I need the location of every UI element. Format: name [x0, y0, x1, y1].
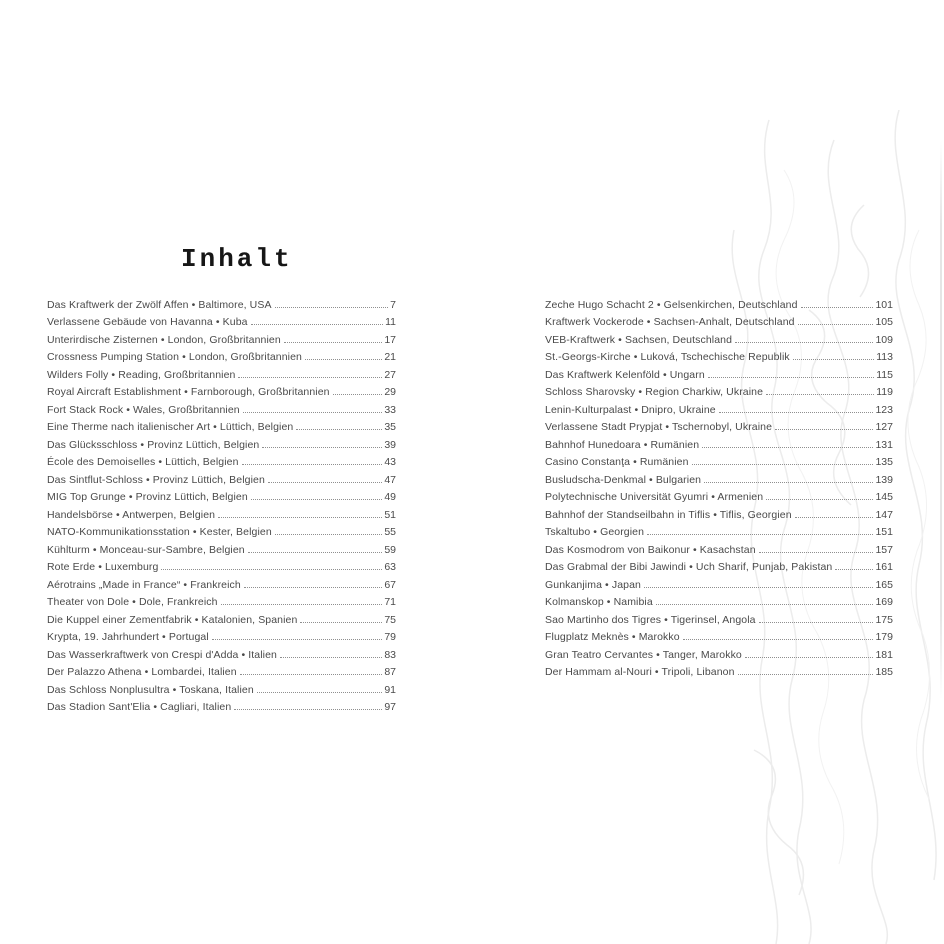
toc-entry [47, 416, 396, 434]
toc-entry-label: Theater von Dole • Dole, Frankreich [47, 596, 218, 608]
dotted-leader [683, 639, 874, 640]
toc-entry [47, 381, 396, 399]
dotted-leader [775, 429, 873, 430]
dotted-leader [759, 552, 874, 553]
toc-entry [47, 626, 396, 644]
toc-entry-label: Polytechnische Universität Gyumri • Armenien [545, 491, 764, 503]
toc-entry-label: Bahnhof der Standseilbahn in Tiflis • Tiflis, Georgien [545, 508, 792, 521]
toc-entry-label: Kühlturm • Monceau-sur-Sambre, Belgien [47, 543, 245, 556]
toc-entry-page: 181 [875, 648, 893, 661]
toc-entry [47, 643, 396, 661]
toc-entry-label: Lenin-Kulturpalast • Dnipro, Ukraine [545, 403, 716, 416]
dotted-leader [296, 429, 382, 430]
dotted-leader [244, 587, 382, 588]
dotted-leader [735, 342, 873, 343]
dotted-leader [251, 499, 383, 500]
toc-entry-label: Die Kuppel einer Zementfabrik • Katalonien, Spanien [47, 613, 298, 626]
toc-entry-label: Fort Stack Rock • Wales, Großbritannien [47, 403, 240, 416]
dotted-leader [759, 622, 874, 623]
dotted-leader [251, 324, 383, 325]
toc-entry-page: 39 [384, 438, 396, 451]
toc-entry [47, 591, 396, 609]
toc-entry-page: 145 [875, 491, 893, 503]
toc-entry-page: 115 [876, 368, 893, 381]
toc-entry [47, 363, 396, 381]
toc-entry [47, 608, 396, 626]
dotted-leader [280, 657, 382, 658]
dotted-leader [218, 517, 382, 518]
toc-entry [545, 573, 893, 591]
dotted-leader [798, 324, 874, 325]
toc-entry-page: 49 [384, 491, 396, 503]
page-title: Inhalt [181, 244, 293, 275]
toc-entry [47, 346, 396, 364]
toc-entry-page: 17 [384, 333, 396, 346]
toc-entry-label: Kraftwerk Vockerode • Sachsen-Anhalt, Deutschland [545, 316, 795, 328]
dotted-leader [262, 447, 382, 448]
toc-entry [47, 556, 396, 574]
toc-entry [545, 416, 893, 434]
toc-entry [47, 311, 396, 329]
dotted-leader [305, 359, 382, 360]
toc-entry-page: 135 [875, 456, 893, 468]
toc-entry-label: Flugplatz Meknès • Marokko [545, 631, 680, 643]
toc-entry-page: 7 [390, 298, 396, 311]
toc-entry-page: 27 [384, 368, 396, 381]
toc-entry-label: Casino Constanţa • Rumänien [545, 456, 689, 468]
dotted-leader [835, 569, 873, 570]
toc-entry [545, 538, 893, 556]
toc-entry [545, 608, 893, 626]
dotted-leader [738, 674, 874, 675]
dotted-leader [704, 482, 873, 483]
toc-entry-label: Das Grabmal der Bibi Jawindi • Uch Sharif, Punjab, Pakistan [545, 561, 833, 573]
toc-entry-page: 113 [876, 351, 893, 363]
toc-entry-page: 87 [384, 666, 396, 678]
toc-entry-label: Das Glücksschloss • Provinz Lüttich, Belgien [47, 438, 260, 451]
toc-entry-page: 131 [875, 438, 893, 451]
dotted-leader [238, 377, 382, 378]
toc-entry [545, 643, 893, 661]
toc-entry [47, 521, 396, 539]
dotted-leader [766, 394, 874, 395]
toc-entry [545, 661, 893, 679]
toc-entry [545, 591, 893, 609]
toc-entry-label: Verlassene Stadt Prypjat • Tschernobyl, Ukraine [545, 421, 773, 433]
dotted-leader [275, 534, 383, 535]
toc-entry [545, 521, 893, 539]
toc-entry-label: Eine Therme nach italienischer Art • Lüttich, Belgien [47, 421, 294, 433]
toc-entry [47, 398, 396, 416]
toc-column-right [545, 293, 893, 678]
toc-entry-page: 83 [384, 648, 396, 661]
toc-entry-page: 43 [384, 456, 396, 468]
toc-entry-label: Wilders Folly • Reading, Großbritannien [47, 368, 236, 381]
toc-entry [545, 468, 893, 486]
toc-entry-page: 185 [875, 666, 893, 678]
toc-entry-label: Royal Aircraft Establishment • Farnborough, Großbritannien [47, 386, 330, 398]
toc-entry-page: 109 [875, 333, 893, 346]
toc-entry [47, 293, 396, 311]
toc-entry-label: Sao Martinho dos Tigres • Tigerinsel, Angola [545, 613, 756, 626]
toc-entry-page: 55 [384, 526, 396, 538]
toc-entry-label: Das Kraftwerk der Zwölf Affen • Baltimore, USA [47, 298, 272, 311]
dotted-leader [801, 307, 874, 308]
toc-entry-label: Der Palazzo Athena • Lombardei, Italien [47, 666, 237, 678]
dotted-leader [333, 394, 383, 395]
toc-entry-page: 97 [384, 701, 396, 713]
dotted-leader [221, 604, 383, 605]
toc-entry [47, 661, 396, 679]
toc-entry-page: 47 [384, 473, 396, 486]
dotted-leader [300, 622, 382, 623]
toc-entry-label: Crossness Pumping Station • London, Großbritannien [47, 351, 302, 363]
toc-entry-label: Das Sintflut-Schloss • Provinz Lüttich, Belgien [47, 473, 265, 486]
toc-entry-page: 75 [384, 613, 396, 626]
toc-entry [545, 328, 893, 346]
dotted-leader [644, 587, 874, 588]
dotted-leader [268, 482, 382, 483]
toc-entry-page: 127 [875, 421, 893, 433]
toc-entry-label: Zeche Hugo Schacht 2 • Gelsenkirchen, Deutschland [545, 298, 798, 311]
toc-entry [545, 626, 893, 644]
toc-entry [545, 381, 893, 399]
toc-entry-label: St.-Georgs-Kirche • Luková, Tschechische Republik [545, 351, 790, 363]
toc-entry-page: 119 [876, 386, 893, 398]
toc-entry-label: Das Stadion Sant'Elia • Cagliari, Italien [47, 701, 232, 713]
toc-entry [47, 451, 396, 469]
toc-entry-label: Das Kraftwerk Kelenföld • Ungarn [545, 368, 705, 381]
dotted-leader [242, 464, 383, 465]
toc-entry-page: 179 [875, 631, 893, 643]
toc-entry [47, 696, 396, 714]
toc-entry-page: 161 [875, 561, 893, 573]
toc-entry [47, 503, 396, 521]
toc-entry-page: 105 [875, 316, 893, 328]
toc-entry [47, 538, 396, 556]
toc-entry-label: Rote Erde • Luxemburg [47, 561, 159, 573]
dotted-leader [234, 709, 382, 710]
dotted-leader [240, 674, 383, 675]
toc-entry-label: Das Wasserkraftwerk von Crespi d'Adda • Italien [47, 648, 277, 661]
toc-entry-page: 71 [384, 596, 396, 608]
toc-entry-page: 29 [384, 386, 396, 398]
toc-entry-page: 175 [875, 613, 893, 626]
toc-entry-page: 139 [875, 473, 893, 486]
toc-entry [545, 433, 893, 451]
toc-entry-page: 67 [384, 578, 396, 591]
toc-entry [545, 363, 893, 381]
toc-entry [545, 503, 893, 521]
toc-entry-page: 35 [384, 421, 396, 433]
toc-entry-label: Aérotrains „Made in France“ • Frankreich [47, 578, 241, 591]
toc-entry [545, 346, 893, 364]
dotted-leader [161, 569, 382, 570]
toc-entry-label: Unterirdische Zisternen • London, Großbritannien [47, 333, 281, 346]
toc-entry-label: Gran Teatro Cervantes • Tanger, Marokko [545, 648, 742, 661]
dotted-leader [745, 657, 874, 658]
toc-entry [47, 678, 396, 696]
toc-entry [545, 311, 893, 329]
dotted-leader [248, 552, 383, 553]
toc-entry [545, 556, 893, 574]
toc-entry-page: 59 [384, 543, 396, 556]
toc-entry-page: 147 [875, 508, 893, 521]
toc-entry [545, 293, 893, 311]
toc-entry [545, 451, 893, 469]
dotted-leader [708, 377, 874, 378]
toc-entry [545, 486, 893, 504]
toc-entry-page: 63 [384, 561, 396, 573]
dotted-leader [257, 692, 383, 693]
toc-entry-label: École des Demoiselles • Lüttich, Belgien [47, 456, 239, 468]
toc-entry-label: Schloss Sharovsky • Region Charkiw, Ukraine [545, 386, 764, 398]
toc-entry-page: 51 [384, 508, 396, 521]
dotted-leader [766, 499, 873, 500]
toc-entry-page: 151 [875, 526, 893, 538]
toc-entry-label: Das Schloss Nonplusultra • Toskana, Italien [47, 683, 254, 696]
toc-entry-label: Der Hammam al-Nouri • Tripoli, Libanon [545, 666, 735, 678]
toc-column-left [47, 293, 396, 713]
toc-entry [47, 433, 396, 451]
toc-entry-label: Handelsbörse • Antwerpen, Belgien [47, 508, 216, 521]
dotted-leader [275, 307, 389, 308]
toc-entry [47, 468, 396, 486]
toc-entry-label: MIG Top Grunge • Provinz Lüttich, Belgien [47, 491, 248, 503]
toc-entry-page: 91 [384, 683, 396, 696]
toc-entry-page: 79 [384, 631, 396, 643]
dotted-leader [656, 604, 874, 605]
toc-entry-label: NATO-Kommunikationsstation • Kester, Belgien [47, 526, 272, 538]
toc-entry-page: 123 [875, 403, 893, 416]
toc-entry-label: VEB-Kraftwerk • Sachsen, Deutschland [545, 333, 733, 346]
dotted-leader [795, 517, 874, 518]
toc-entry-page: 101 [875, 298, 893, 311]
dotted-leader [212, 639, 383, 640]
toc-entry-label: Busludscha-Denkmal • Bulgarien [545, 473, 702, 486]
page-edge-shadow [940, 140, 942, 700]
toc-entry [47, 573, 396, 591]
toc-entry-page: 33 [384, 403, 396, 416]
dotted-leader [692, 464, 874, 465]
toc-entry-label: Bahnhof Hunedoara • Rumänien [545, 438, 700, 451]
toc-entry [545, 398, 893, 416]
toc-entry-label: Das Kosmodrom von Baikonur • Kasachstan [545, 543, 756, 556]
toc-entry-label: Krypta, 19. Jahrhundert • Portugal [47, 631, 209, 643]
dotted-leader [243, 412, 383, 413]
toc-entry-label: Gunkanjima • Japan [545, 578, 641, 591]
dotted-leader [647, 534, 873, 535]
toc-entry-label: Verlassene Gebäude von Havanna • Kuba [47, 316, 248, 328]
toc-entry [47, 328, 396, 346]
toc-entry-label: Tskaltubo • Georgien [545, 526, 645, 538]
toc-entry-page: 165 [875, 578, 893, 591]
dotted-leader [719, 412, 874, 413]
toc-entry [47, 486, 396, 504]
toc-entry-page: 169 [875, 596, 893, 608]
toc-entry-page: 11 [385, 316, 396, 328]
dotted-leader [284, 342, 383, 343]
toc-entry-label: Kolmanskop • Namibia [545, 596, 653, 608]
toc-entry-page: 21 [384, 351, 396, 363]
dotted-leader [793, 359, 875, 360]
toc-entry-page: 157 [875, 543, 893, 556]
dotted-leader [702, 447, 873, 448]
